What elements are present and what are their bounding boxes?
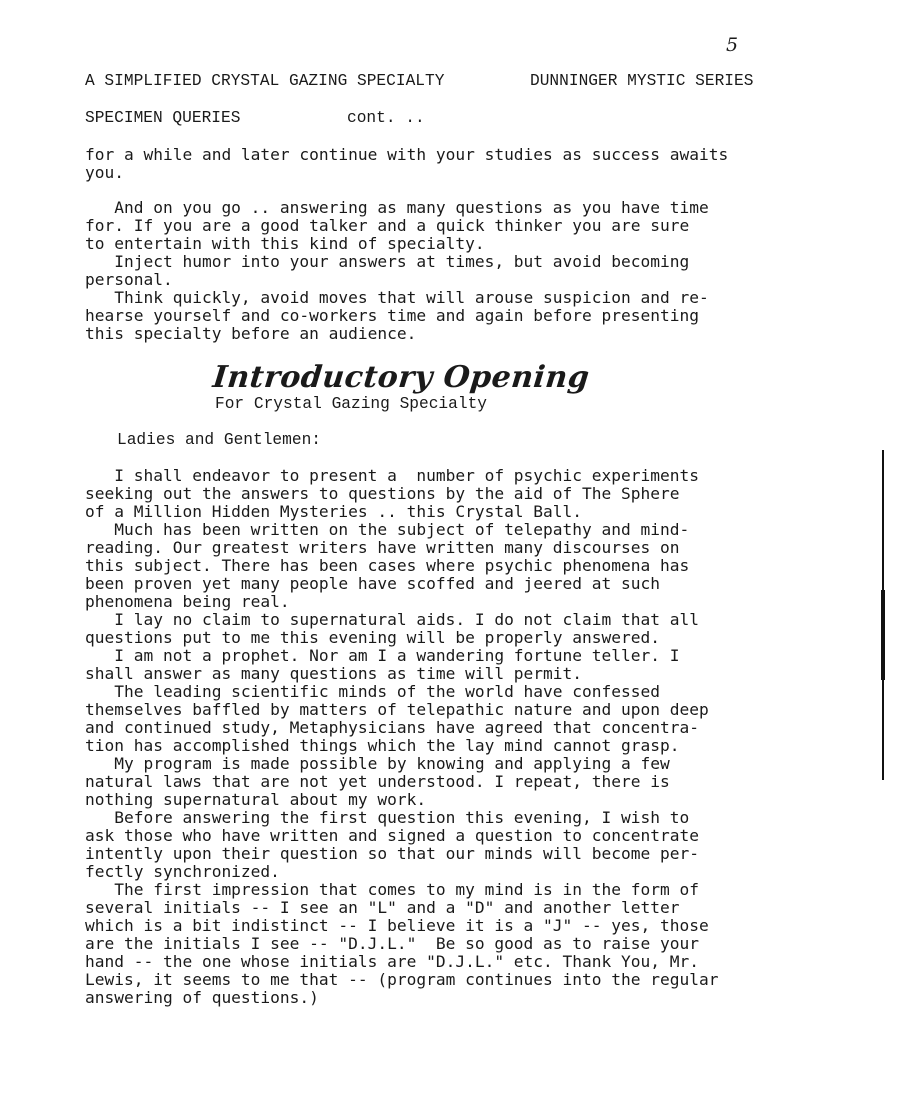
salutation: Ladies and Gentlemen: xyxy=(117,431,321,449)
header-title: A SIMPLIFIED CRYSTAL GAZING SPECIALTY xyxy=(85,72,445,90)
speech-body: I shall endeavor to present a number of psychic experiments seeking out the answers to questions by the aid of The Sphere of a Million Hidden Mysteries .. this Crystal Ball. Much has been written on the subject of telepathy and mind- reading. Our greatest writers have written many discourses on this subject. There has been cases where psychic phenomena has been proven yet many people have scoffed and jeered at such phenomena being real. I lay no claim to supernatural aids. I do not claim that all questions put to me this evening will be properly answered. I am not a prophet. Nor am I a wandering fortune teller. I shall answer as many questions as time will permit. The leading scientific minds of the world have confessed themselves baffled by matters of telepathic nature and upon deep and continued study, Metaphysicians have agreed that concentra- tion has accomplished things which the lay mind cannot grasp. My program is made possible by knowing and applying a few natural laws that are not yet understood. I repeat, there is nothing supernatural about my work. Before answering the first question this evening, I wish to ask those who have written and signed a question to concentrate intently upon their question so that our minds will become per- fectly synchronized. The first impression that comes to my mind is in the form of several initials -- I see an "L" and a "D" and another letter which is a bit indistinct -- I believe it is a "J" -- yes, those are the initials I see -- "D.J.L." Be so good as to raise your hand -- the one whose initials are "D.J.L." etc. Thank You, Mr. Lewis, it seems to me that -- (program continues into the regular answering of questions.) xyxy=(85,466,719,1007)
paragraph-advice: And on you go .. answering as many questions as you have time for. If you are a good talker and a quick thinker you are sure to entertain with this kind of specialty. Inject humor into your answers at times, but avoid becoming personal. Think quickly, avoid moves that will arouse suspicion and re- hearse yourself and co-workers time and again before presenting this specialty before an audience. xyxy=(85,198,709,343)
heading-subtitle: For Crystal Gazing Specialty xyxy=(215,395,487,413)
scan-edge-mark xyxy=(880,450,886,780)
paragraph-continuation: for a while and later continue with your studies as success awaits you. xyxy=(85,145,729,182)
script-heading: Introductory Opening xyxy=(211,360,592,395)
header-series: DUNNINGER MYSTIC SERIES xyxy=(530,72,754,90)
section-label: SPECIMEN QUERIES xyxy=(85,109,241,127)
page-number: 5 xyxy=(726,34,739,56)
continued-label: cont. .. xyxy=(347,109,425,127)
